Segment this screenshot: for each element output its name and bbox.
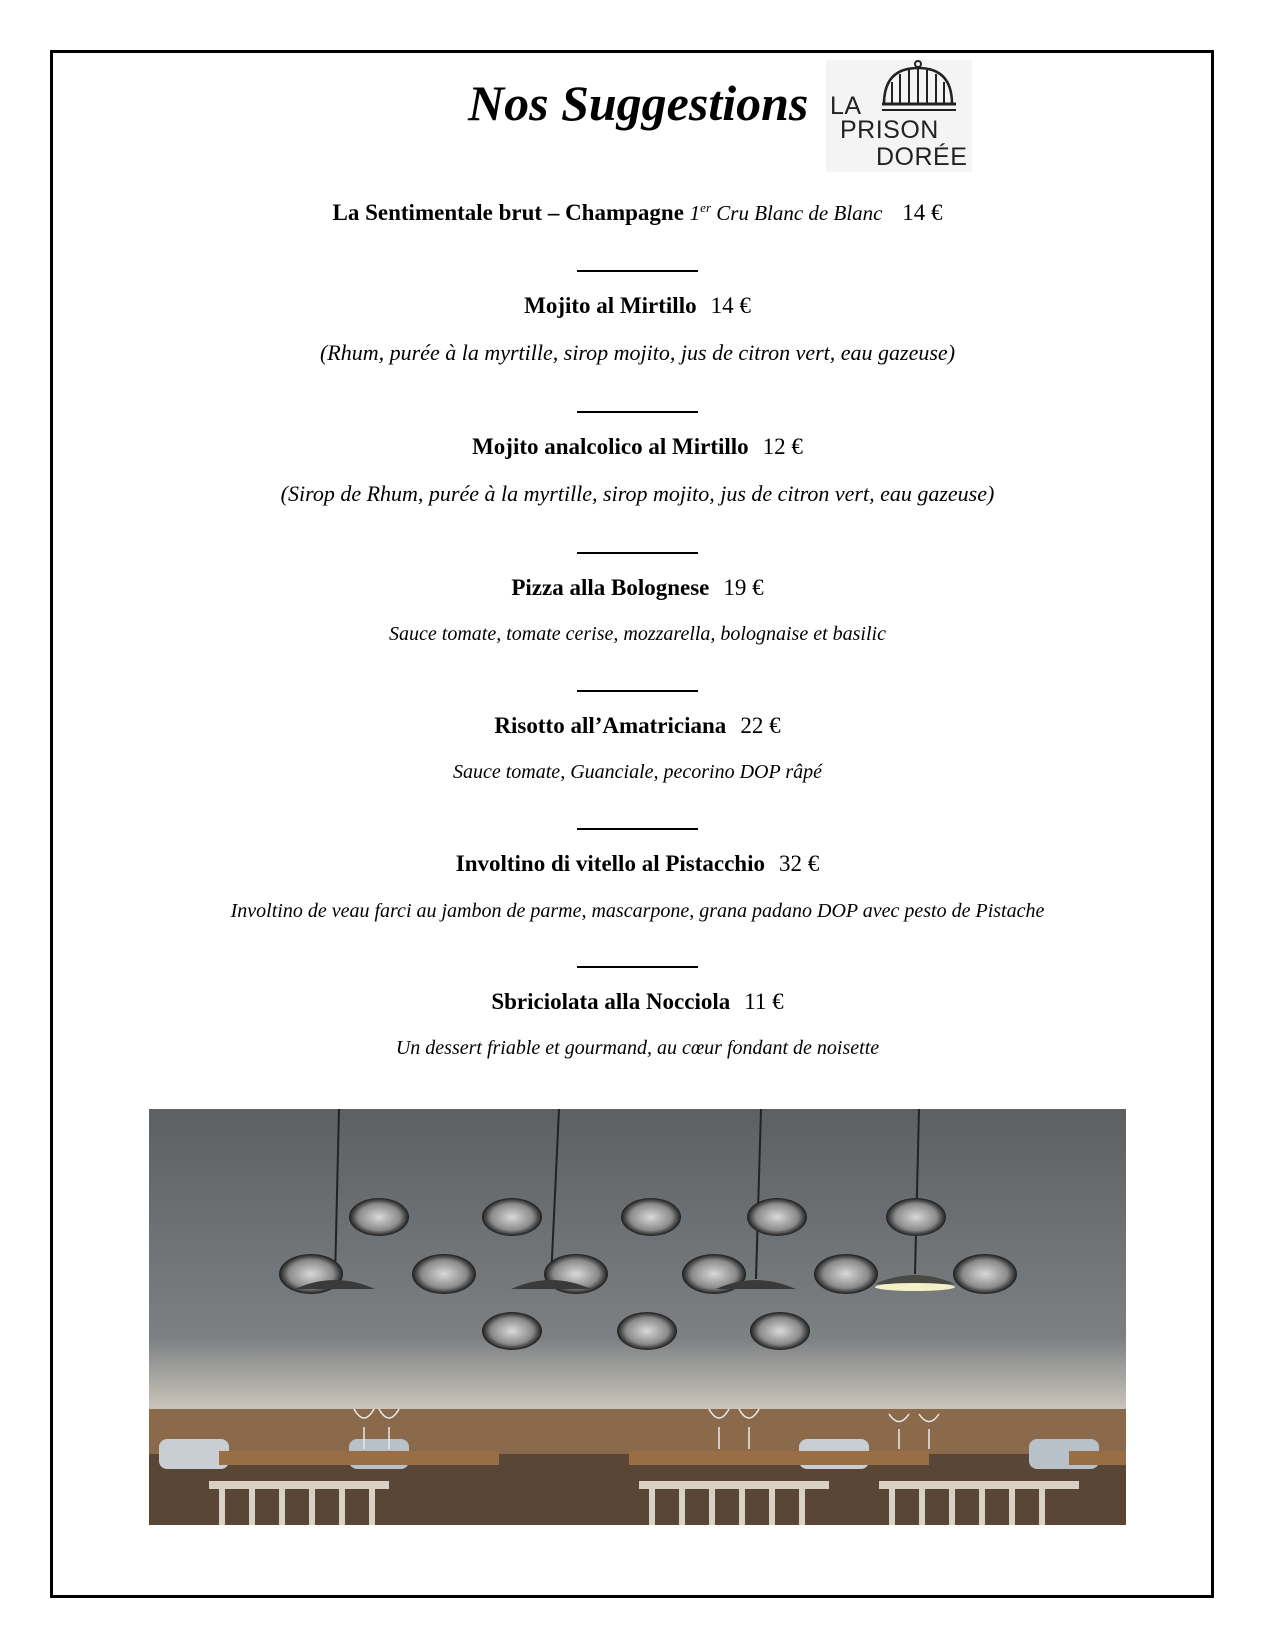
item-name: Sbriciolata alla Nocciola [491,989,731,1014]
item-price: 22 € [740,713,781,738]
separator [577,690,698,692]
item-price: 11 € [744,989,784,1014]
item-price: 19 € [723,575,764,600]
menu-item-involtino [0,851,1275,877]
item-description: Sauce tomate, tomate cerise, mozzarella, bolognaise et basilic [389,623,886,645]
item-price: 12 € [762,434,803,459]
separator [577,411,698,413]
item-detail-sup: er [700,200,712,215]
item-price: 32 € [778,851,820,876]
item-detail-prefix: 1 [689,201,701,225]
restaurant-interior-photo [149,1109,1126,1525]
item-description: Un dessert friable et gourmand, au cœur fondant de noisette [395,1037,880,1059]
separator [577,966,698,968]
menu-item-mojito-analcolico [0,434,1275,460]
item-description: Sauce tomate, Guanciale, pecorino DOP râpé [453,761,822,783]
item-name: Pizza alla Bolognese [511,575,710,600]
separator [577,552,698,554]
separator [577,270,698,272]
menu-item-champagne [0,200,1275,226]
menu-header [0,54,1275,174]
logo-text-la: LA [830,92,862,120]
separator [577,828,698,830]
page-title: Nos Suggestions [468,75,809,131]
item-description: Involtino de veau farci au jambon de parme, mascarpone, grana padano DOP avec pesto de Pistache [230,900,1045,922]
item-description: (Rhum, purée à la myrtille, sirop mojito, jus de citron vert, eau gazeuse) [319,340,956,365]
item-name: La Sentimentale brut – Champagne [332,200,684,225]
restaurant-logo [826,60,972,172]
item-name: Risotto all’Amatriciana [494,713,727,738]
item-name: Mojito al Mirtillo [524,293,697,318]
item-name: Mojito analcolico al Mirtillo [472,434,749,459]
item-detail [690,201,883,225]
menu-item-mojito [0,293,1275,319]
item-price: 14 € [902,200,943,225]
menu-item-pizza [0,575,1275,601]
logo-text-doree: DORÉE [876,143,968,171]
menu-item-risotto [0,713,1275,739]
item-price: 14 € [710,293,751,318]
item-detail-text: Cru Blanc de Blanc [716,201,883,225]
menu-item-sbriciolata [0,989,1275,1015]
item-description: (Sirop de Rhum, purée à la myrtille, sirop mojito, jus de citron vert, eau gazeuse) [280,481,995,506]
logo-text-prison: PRISON [840,116,939,144]
item-name: Involtino di vitello al Pistacchio [455,851,765,876]
